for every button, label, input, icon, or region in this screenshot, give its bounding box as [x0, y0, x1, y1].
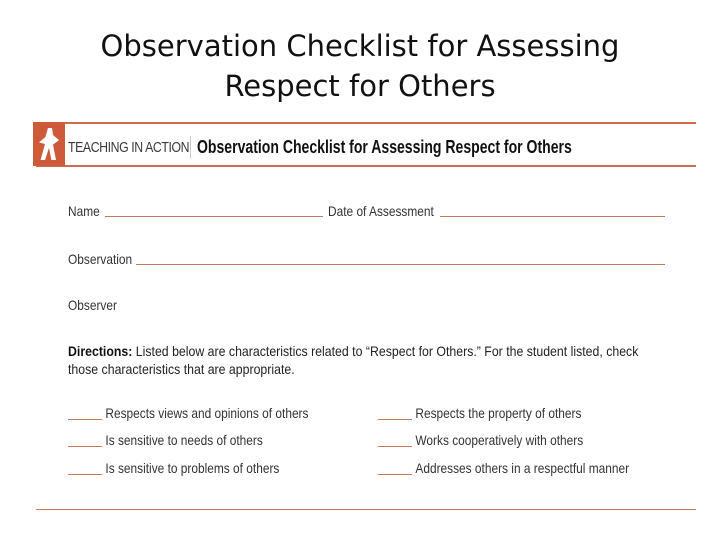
checklist-item[interactable]	[378, 432, 583, 448]
banner-bottom-rule	[36, 165, 696, 167]
checkbox-blank[interactable]	[378, 474, 412, 475]
checkbox-blank[interactable]	[378, 419, 412, 420]
name-field[interactable]	[105, 216, 323, 217]
checklist-item-label: Addresses others in a respectful manner	[415, 460, 630, 476]
checkbox-blank[interactable]	[68, 419, 102, 420]
checklist-item-label: Works cooperatively with others	[415, 432, 584, 448]
banner-title: Observation Checklist for Assessing Respect for Others	[197, 137, 572, 157]
banner-series-label: TEACHING IN ACTION	[68, 139, 190, 156]
checklist-item[interactable]	[378, 405, 581, 421]
checkbox-blank[interactable]	[378, 446, 412, 447]
directions-text	[68, 342, 649, 378]
slide-title-line-1: Observation Checklist for Assessing	[100, 29, 620, 63]
date-label: Date of Assessment	[328, 203, 434, 219]
checkbox-blank[interactable]	[68, 474, 102, 475]
directions-lead: Directions:	[68, 343, 133, 359]
checklist-item[interactable]	[378, 460, 629, 476]
checklist-item[interactable]	[68, 405, 308, 421]
checklist-item-label: Respects views and opinions of others	[105, 405, 309, 421]
date-field[interactable]	[440, 216, 665, 217]
slide-title-line-2: Respect for Others	[224, 69, 496, 103]
observer-label: Observer	[68, 297, 117, 313]
slide-title	[0, 26, 720, 106]
directions-body: Listed below are characteristics related to “Respect for Others.” For the student listed, check those characteristics that are appropriate.	[68, 343, 639, 377]
checklist-item[interactable]	[68, 460, 279, 476]
bottom-rule	[36, 509, 696, 510]
checkbox-blank[interactable]	[68, 446, 102, 447]
person-icon	[39, 128, 59, 160]
banner-divider	[190, 136, 191, 158]
observation-field[interactable]	[136, 264, 665, 265]
checklist-item-label: Is sensitive to needs of others	[105, 432, 263, 448]
checklist-item-label: Is sensitive to problems of others	[105, 460, 280, 476]
teaching-in-action-logo	[33, 122, 65, 166]
name-label: Name	[68, 203, 100, 219]
checklist-item-label: Respects the property of others	[415, 405, 582, 421]
observation-label: Observation	[68, 251, 133, 267]
checklist-item[interactable]	[68, 432, 263, 448]
banner-top-rule	[36, 122, 696, 124]
